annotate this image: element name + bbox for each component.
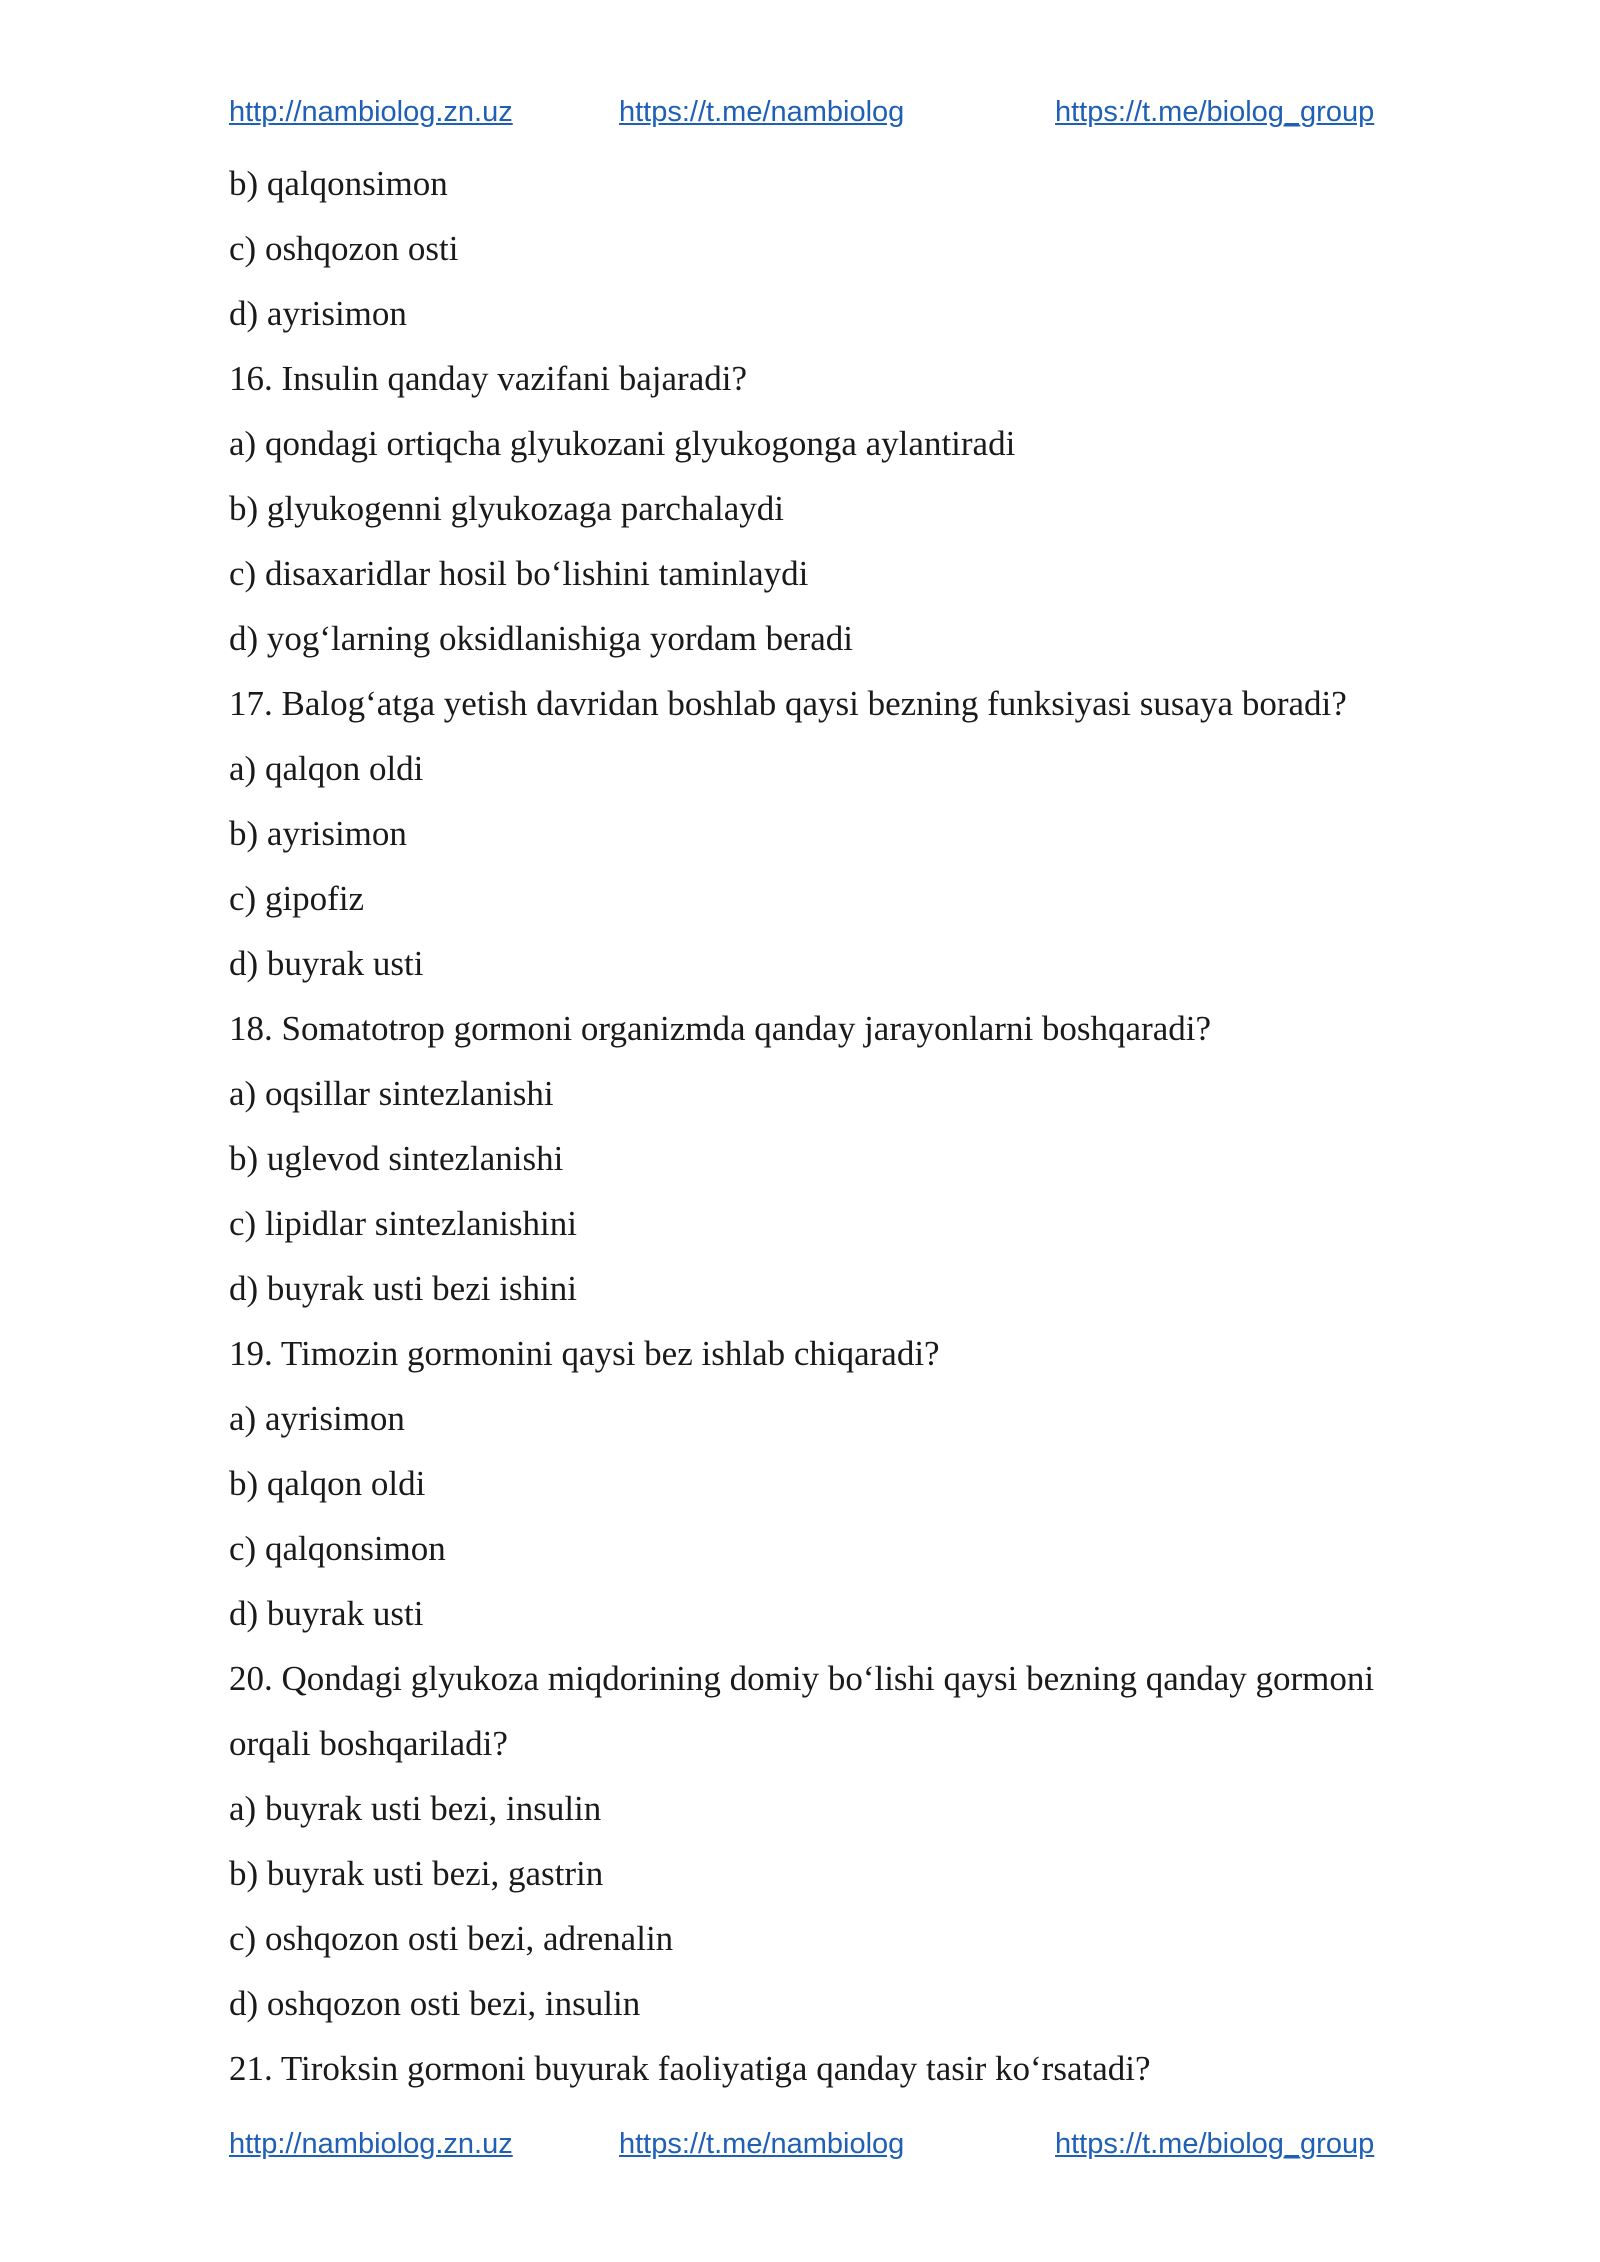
answer-option: c) disaxaridlar hosil bo‘lishini taminlaydi: [229, 554, 809, 593]
footer-links: [0, 2128, 1600, 2168]
answer-option: c) lipidlar sintezlanishini: [229, 1204, 577, 1243]
answer-option: b) glyukogenni glyukozaga parchalaydi: [229, 489, 784, 528]
question-line: 17. Balog‘atga yetish davridan boshlab qaysi bezning funksiyasi susaya boradi?: [229, 684, 1347, 723]
header-link-website[interactable]: http://nambiolog.zn.uz: [229, 96, 513, 128]
question-line: 16. Insulin qanday vazifani bajaradi?: [229, 359, 747, 398]
answer-option: d) buyrak usti bezi ishini: [229, 1269, 578, 1308]
answer-option: a) qalqon oldi: [229, 749, 424, 788]
question-line: orqali boshqariladi?: [229, 1724, 508, 1763]
footer-link-website[interactable]: http://nambiolog.zn.uz: [229, 2128, 513, 2160]
answer-option: a) ayrisimon: [229, 1399, 405, 1438]
answer-option: a) qondagi ortiqcha glyukozani glyukogonga aylantiradi: [229, 424, 1016, 463]
answer-option: c) qalqonsimon: [229, 1529, 446, 1568]
question-line: 21. Tiroksin gormoni buyurak faoliyatiga qanday tasir ko‘rsatadi?: [229, 2049, 1151, 2088]
answer-option: a) buyrak usti bezi, insulin: [229, 1789, 602, 1828]
answer-option: b) uglevod sintezlanishi: [229, 1139, 564, 1178]
answer-option: a) oqsillar sintezlanishi: [229, 1074, 554, 1113]
answer-option: c) gipofiz: [229, 879, 365, 918]
answer-option: b) qalqonsimon: [229, 164, 448, 203]
question-line: 19. Timozin gormonini qaysi bez ishlab chiqaradi?: [229, 1334, 940, 1373]
answer-option: d) yog‘larning oksidlanishiga yordam beradi: [229, 619, 854, 658]
answer-option: c) oshqozon osti bezi, adrenalin: [229, 1919, 674, 1958]
answer-option: b) qalqon oldi: [229, 1464, 426, 1503]
question-list: [229, 151, 1479, 2101]
answer-option: d) buyrak usti: [229, 1594, 424, 1633]
footer-link-telegram-group[interactable]: https://t.me/biolog_group: [1055, 2128, 1375, 2160]
answer-option: d) ayrisimon: [229, 294, 407, 333]
answer-option: d) buyrak usti: [229, 944, 424, 983]
question-line: 20. Qondagi glyukoza miqdorining domiy bo‘lishi qaysi bezning qanday gormoni: [229, 1659, 1375, 1698]
answer-option: c) oshqozon osti: [229, 229, 459, 268]
footer-link-telegram-channel[interactable]: https://t.me/nambiolog: [619, 2128, 905, 2160]
header-link-telegram-group[interactable]: https://t.me/biolog_group: [1055, 96, 1375, 128]
answer-option: b) ayrisimon: [229, 814, 407, 853]
answer-option: d) oshqozon osti bezi, insulin: [229, 1984, 641, 2023]
header-link-telegram-channel[interactable]: https://t.me/nambiolog: [619, 96, 905, 128]
question-line: 18. Somatotrop gormoni organizmda qanday jarayonlarni boshqaradi?: [229, 1009, 1212, 1048]
answer-option: b) buyrak usti bezi, gastrin: [229, 1854, 604, 1893]
header-links: [0, 96, 1600, 136]
